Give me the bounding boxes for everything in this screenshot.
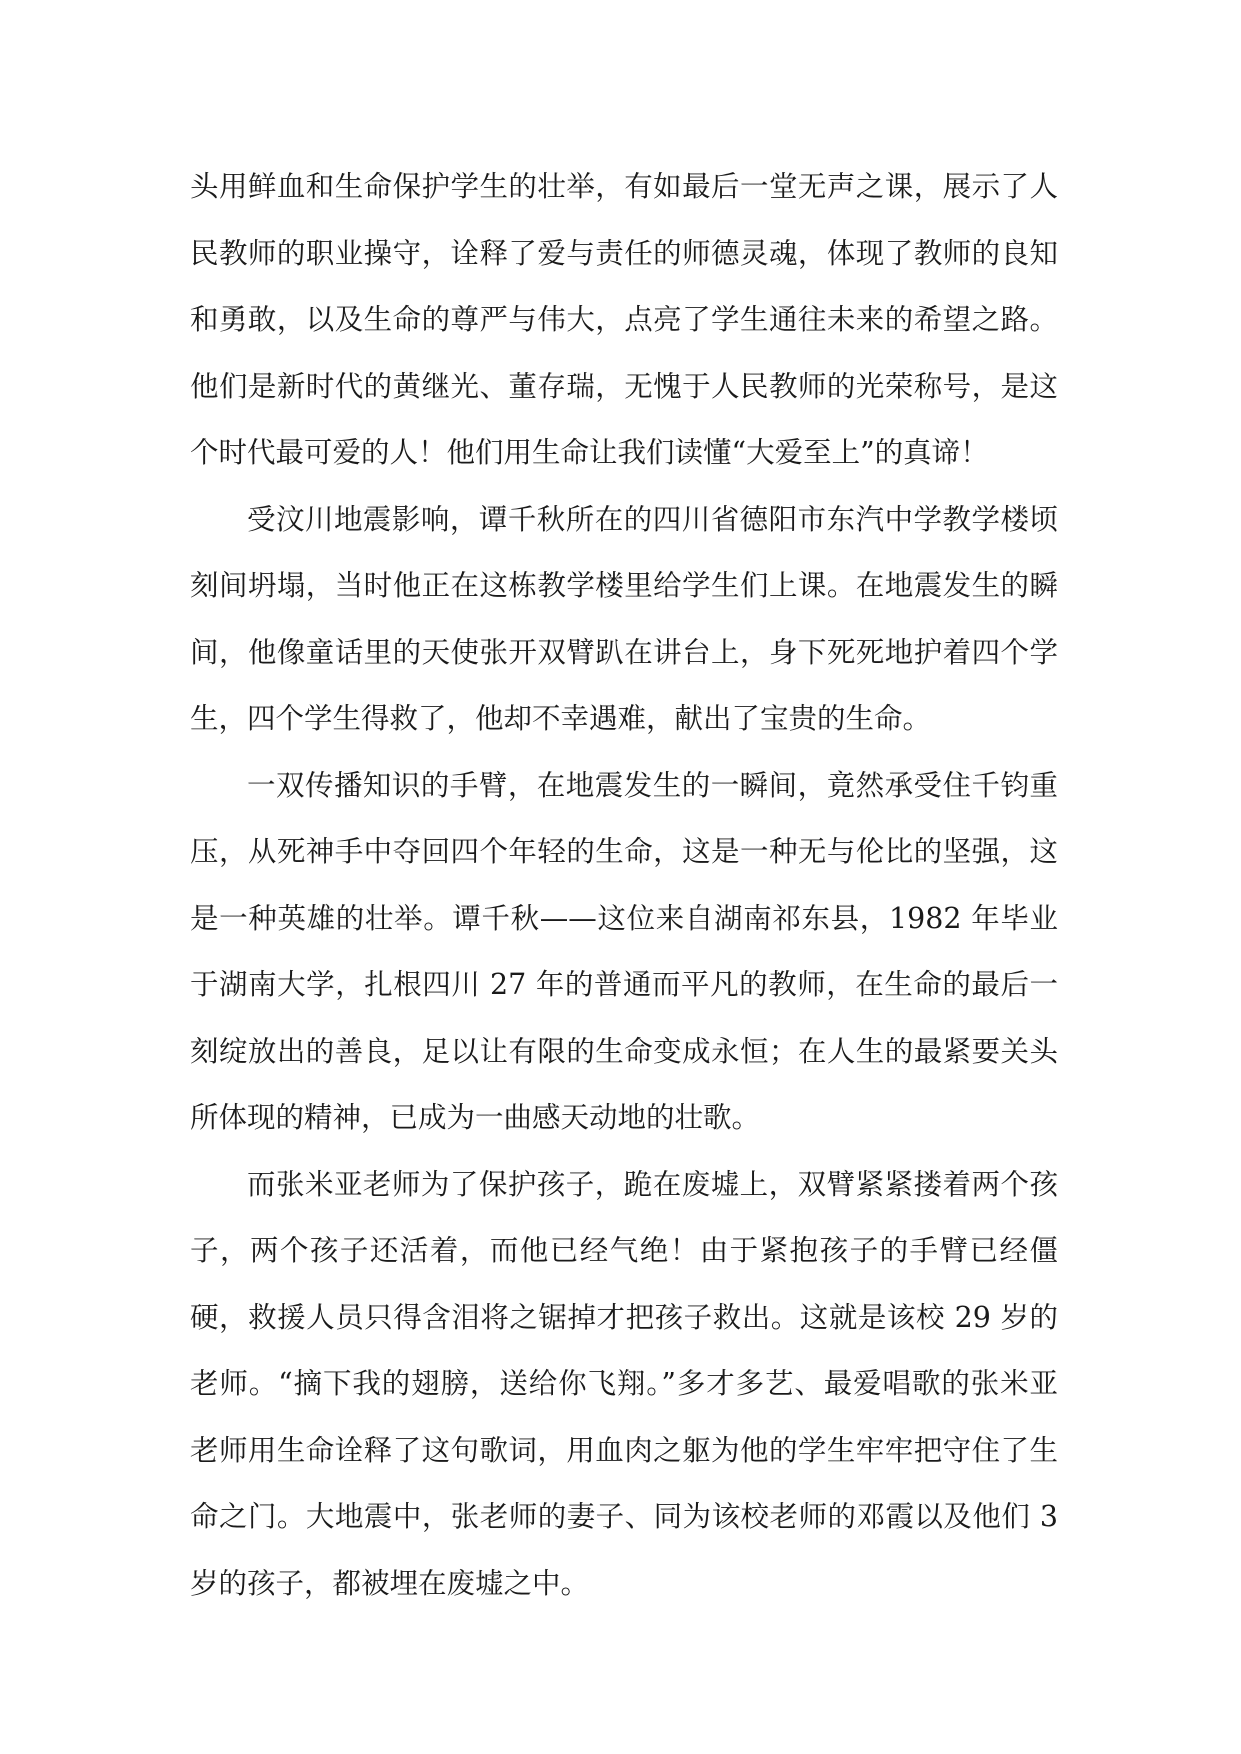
document-body — [190, 154, 1058, 1617]
paragraph-tan-qianqiu: 受汶川地震影响，谭千秋所在的四川省德阳市东汽中学教学楼顷刻间坍塌，当时他正在这栋教学楼里给学生们上课。在地震发生的瞬间，他像童话里的天使张开双臂趴在讲台上，身下死死地护着四个学生，四个学生得救了，他却不幸遇难，献出了宝贵的生命。 — [190, 502, 1058, 735]
paragraph-continuation: 头用鲜血和生命保护学生的壮举，有如最后一堂无声之课，展示了人民教师的职业操守，诠释了爱与责任的师德灵魂，体现了教师的良知和勇敢，以及生命的尊严与伟大，点亮了学生通往未来的希望之路。他们是新时代的黄继光、董存瑞，无愧于人民教师的光荣称号，是这个时代最可爱的人！他们用生命让我们读懂“大爱至上”的真谛！ — [190, 170, 1058, 469]
paragraph-zhang-miya: 而张米亚老师为了保护孩子，跪在废墟上，双臂紧紧搂着两个孩子，两个孩子还活着，而他已经气绝！由于紧抱孩子的手臂已经僵硬，救援人员只得含泪将之锯掉才把孩子救出。这就是该校 29 岁的老师。“摘下我的翅膀，送给你飞翔。”多才多艺、最爱唱歌的张米亚老师用生命诠释了这句歌词，用血肉之躯为他的学生牢牢把守住了生命之门。大地震中，张老师的妻子、同为该校老师的邓霞以及他们 3 岁的孩子，都被埋在废墟之中。 — [190, 1167, 1058, 1600]
paragraph-tan-qianqiu-tribute: 一双传播知识的手臂，在地震发生的一瞬间，竟然承受住千钧重压，从死神手中夺回四个年轻的生命，这是一种无与伦比的坚强，这是一种英雄的壮举。谭千秋——这位来自湖南祁东县，1982 年毕业于湖南大学，扎根四川 27 年的普通而平凡的教师，在生命的最后一刻绽放出的善良，足以让有限的生命变成永恒；在人生的最紧要关头所体现的精神，已成为一曲感天动地的壮歌。 — [190, 768, 1058, 1134]
